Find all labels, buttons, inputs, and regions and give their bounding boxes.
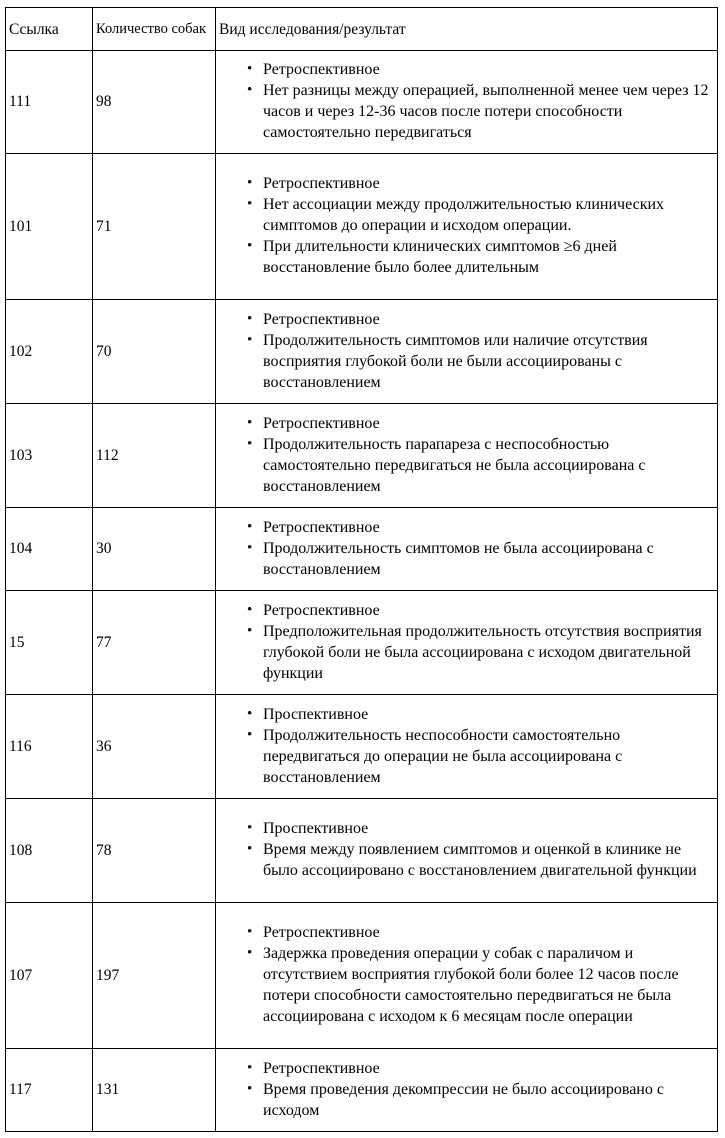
result-cell	[216, 1049, 718, 1132]
result-cell	[216, 591, 718, 695]
table-row	[6, 51, 718, 154]
table-row	[6, 1049, 718, 1132]
list-item: • Ретроспективное	[263, 922, 713, 943]
ref-cell: 101	[6, 154, 93, 300]
result-list	[220, 1058, 713, 1121]
result-cell	[216, 695, 718, 799]
result-list	[220, 173, 713, 278]
result-cell	[216, 51, 718, 154]
ref-cell: 111	[6, 51, 93, 154]
result-cell	[216, 154, 718, 300]
list-item: • Ретроспективное	[263, 517, 713, 538]
result-cell	[216, 903, 718, 1049]
result-list	[220, 600, 713, 684]
result-cell	[216, 508, 718, 591]
list-item: • Задержка проведения операции у собак с параличом и отсутствием восприятия глубокой боли более 12 часов после потери способности самостоятельно передвигаться не была ассоциирована с исходом к 6 месяцам после операции	[263, 943, 713, 1027]
result-list	[220, 922, 713, 1027]
ref-cell: 107	[6, 903, 93, 1049]
list-item: • Ретроспективное	[263, 59, 713, 80]
list-item: • Время проведения декомпрессии не было ассоциировано с исходом	[263, 1079, 713, 1121]
list-item: • Время между появлением симптомов и оценкой в клинике не было ассоциировано с восстановлением двигательной функции	[263, 839, 713, 881]
table-row	[6, 799, 718, 903]
ref-cell: 108	[6, 799, 93, 903]
ref-cell: 117	[6, 1049, 93, 1132]
dogs-cell: 98	[93, 51, 216, 154]
result-list	[220, 309, 713, 393]
header-result: Вид исследования/результат	[216, 8, 718, 51]
dogs-cell: 112	[93, 404, 216, 508]
list-item: • Нет ассоциации между продолжительностью клинических симптомов до операции и исходом операции.	[263, 194, 713, 236]
result-list	[220, 59, 713, 143]
list-item: • Ретроспективное	[263, 1058, 713, 1079]
list-item: • При длительности клинических симптомов ≥6 дней восстановление было более длительным	[263, 236, 713, 278]
document-page	[5, 7, 725, 1132]
dogs-cell: 70	[93, 300, 216, 404]
list-item: • Проспективное	[263, 704, 713, 725]
ref-cell: 102	[6, 300, 93, 404]
list-item: • Продолжительность парапареза с неспособностью самостоятельно передвигаться не была ассоциирована с восстановлением	[263, 434, 713, 497]
ref-cell: 116	[6, 695, 93, 799]
table-row	[6, 591, 718, 695]
table-row	[6, 695, 718, 799]
dogs-cell: 197	[93, 903, 216, 1049]
list-item: • Проспективное	[263, 818, 713, 839]
dogs-cell: 78	[93, 799, 216, 903]
table-row	[6, 404, 718, 508]
table-row	[6, 508, 718, 591]
studies-table	[5, 7, 718, 1132]
result-cell	[216, 799, 718, 903]
list-item: • Продолжительность симптомов или наличие отсутствия восприятия глубокой боли не были ассоциированы с восстановлением	[263, 330, 713, 393]
ref-cell: 104	[6, 508, 93, 591]
table-row	[6, 300, 718, 404]
table-row	[6, 154, 718, 300]
list-item: • Продолжительность симптомов не была ассоциирована с восстановлением	[263, 538, 713, 580]
header-row	[6, 8, 718, 51]
list-item: • Нет разницы между операцией, выполненной менее чем через 12 часов и через 12-36 часов после потери способности самостоятельно передвигаться	[263, 80, 713, 143]
result-list	[220, 818, 713, 881]
result-list	[220, 413, 713, 497]
ref-cell: 15	[6, 591, 93, 695]
list-item: • Продолжительность неспособности самостоятельно передвигаться до операции не была ассоциирована с восстановлением	[263, 725, 713, 788]
result-cell	[216, 300, 718, 404]
header-ref: Ссылка	[6, 8, 93, 51]
dogs-cell: 30	[93, 508, 216, 591]
dogs-cell: 77	[93, 591, 216, 695]
result-list	[220, 704, 713, 788]
dogs-cell: 131	[93, 1049, 216, 1132]
list-item: • Ретроспективное	[263, 600, 713, 621]
dogs-cell: 71	[93, 154, 216, 300]
result-cell	[216, 404, 718, 508]
list-item: • Ретроспективное	[263, 173, 713, 194]
ref-cell: 103	[6, 404, 93, 508]
list-item: • Предположительная продолжительность отсутствия восприятия глубокой боли не была ассоциирована с исходом двигательной функции	[263, 621, 713, 684]
table-row	[6, 903, 718, 1049]
list-item: • Ретроспективное	[263, 413, 713, 434]
result-list	[220, 517, 713, 580]
dogs-cell: 36	[93, 695, 216, 799]
list-item: • Ретроспективное	[263, 309, 713, 330]
header-dogs: Количество собак	[93, 8, 216, 51]
